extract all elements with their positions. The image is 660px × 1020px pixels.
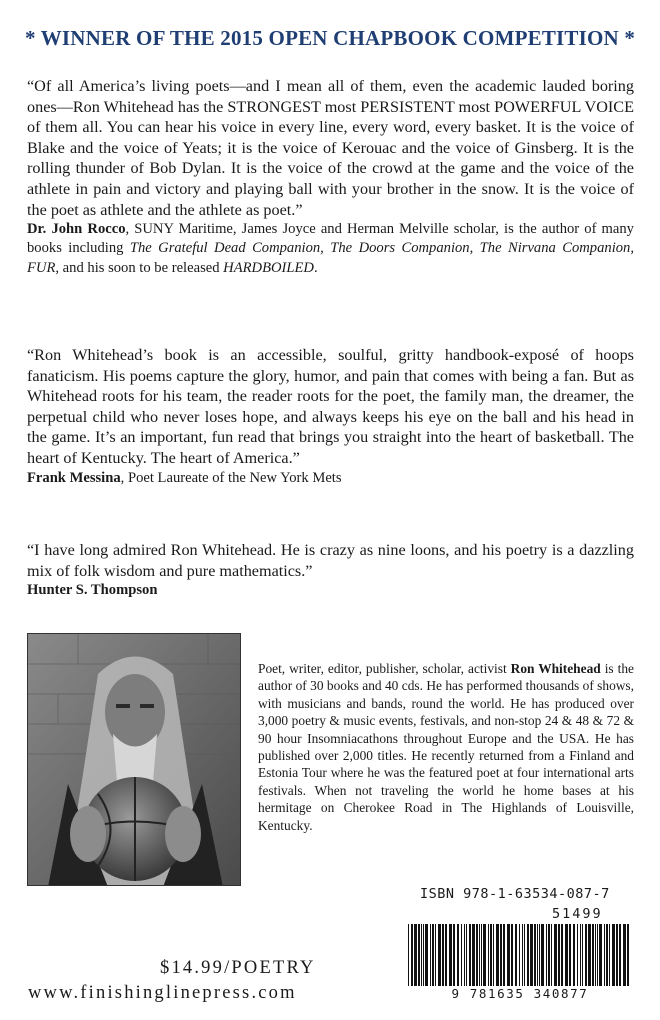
author-photo-icon [27, 633, 241, 886]
barcode-bar [511, 924, 513, 988]
barcode-bar [551, 924, 552, 988]
barcode-bar [453, 924, 455, 988]
credit-text: , Poet Laureate of the New York Mets [120, 469, 342, 486]
barcode-bars [408, 924, 632, 988]
barcode-bar [569, 924, 571, 988]
barcode-bar [565, 924, 568, 988]
quote-text: “Of all America’s living poets—and I mean all of them, even the academic lauded boring ones—Ron Whitehead has the STRONGEST most PERSISTENT most POWERFUL VOICE of them all. You can hear his voice in every line, every word, every basket. It is the voice of Blake and the voice of Yeats; it is the voice of Kerouac and the voice of Ginsberg. It is the rolling thunder of Bob Dylan. It is the voice of the crowd at the game and the voice of the athlete in pain and victory and playing ball with your brother in the snow. It is the voice of the poet as athlete and the athlete as poet.” [27, 77, 634, 219]
barcode-bar [408, 924, 409, 988]
barcode-bar [519, 924, 520, 988]
credit-text: , SUNY Maritime, James Joyce and Herman Melville scholar, is the author of many books including [27, 221, 634, 257]
barcode-bar [522, 924, 523, 988]
barcode-bar [609, 924, 610, 988]
barcode-bar [612, 924, 615, 988]
barcode-bar [500, 924, 502, 988]
barcode-bar [461, 924, 462, 988]
barcode-bar [515, 924, 517, 988]
barcode-bar [561, 924, 563, 988]
quote-author: Frank Messina [27, 469, 121, 486]
barcode-bar [585, 924, 587, 988]
barcode-bar [421, 924, 422, 988]
bio-author-name: Ron Whitehead [510, 661, 601, 676]
price-code: 51499 [552, 906, 603, 922]
barcode-bar [577, 924, 578, 988]
blurb-quote-3 [27, 540, 634, 600]
barcode-bar [418, 924, 420, 988]
publisher-website: www.finishinglinepress.com [28, 983, 297, 1003]
barcode-bar [588, 924, 591, 988]
barcode-bar [496, 924, 499, 988]
barcode-bar [599, 924, 602, 988]
barcode-bar [595, 924, 596, 988]
quote-text: “Ron Whitehead’s book is an accessible, soulful, gritty handbook-exposé of hoops fanaticism. His poems capture the glory, humor, and pain that comes with being a fan. But as Whitehead roots for his team, the reader roots for the poet, the family man, the dreamer, the perpetual child who never loses hope, and always keeps his eye on the ball and his head in the game. It’s an important, fun read that brings you straight into the heart of basketball. The heart of Kentucky. The heart of America.” [27, 346, 634, 467]
barcode-bar [527, 924, 529, 988]
barcode-bar [541, 924, 544, 988]
credit-text: . [313, 259, 318, 276]
barcode-bar [414, 924, 417, 988]
book-titles: The Grateful Dead Companion, The Doors Companion, The Nirvana Companion, FUR, [27, 240, 634, 276]
barcode-bar [539, 924, 540, 988]
barcode-bar [464, 924, 465, 988]
barcode-bar [488, 924, 489, 988]
barcode-bar [438, 924, 441, 988]
barcode-bar [530, 924, 533, 988]
author-bio [258, 660, 634, 834]
barcode-bar [466, 924, 467, 988]
barcode-bar [592, 924, 594, 988]
barcode-bar [623, 924, 626, 988]
barcode-bar [435, 924, 436, 988]
barcode-bar [582, 924, 583, 988]
barcode-bar [432, 924, 434, 988]
barcode-bar [627, 924, 629, 988]
quote-attribution [27, 220, 634, 278]
barcode [402, 880, 634, 1008]
credit-text: and his soon to be released [59, 259, 224, 276]
barcode-bar [423, 924, 424, 988]
headline: * WINNER OF THE 2015 OPEN CHAPBOOK COMPETITION * [24, 26, 636, 50]
barcode-bar [503, 924, 505, 988]
barcode-bar [534, 924, 536, 988]
barcode-bar [469, 924, 471, 988]
barcode-bar [476, 924, 478, 988]
isbn-label: ISBN 978-1-63534-087-7 [420, 886, 610, 902]
blurb-quote-2 [27, 345, 634, 488]
barcode-bar [554, 924, 557, 988]
barcode-bar [573, 924, 575, 988]
barcode-bar [537, 924, 538, 988]
barcode-bar [597, 924, 598, 988]
barcode-bar [425, 924, 428, 988]
barcode-bar [411, 924, 413, 988]
quote-author: Hunter S. Thompson [27, 582, 158, 599]
bio-text: is the author of 30 books and 40 cds. He has performed thousands of shows, with musicians and bands, round the world. He has produced over 3,000 poetry & music events, festivals, and non-stop 24 & 48 & 72 & 90 hour Insomniacathons throughout Europe and the USA. He has published over 2,000 titles. He recently returned from a Finland and Estonia Tour where he was the featured poet at four international arts festivals. When not traveling the world he home bases at his hermitage on Cherokee Road in The Highlands of Louisville, Kentucky. [258, 661, 634, 833]
author-photo-illustration [28, 634, 241, 886]
barcode-bar [616, 924, 618, 988]
quote-attribution [27, 469, 634, 488]
blurb-quote-1 [27, 76, 634, 278]
bio-intro: Poet, writer, editor, publisher, scholar, activist [258, 661, 511, 676]
barcode-bar [493, 924, 494, 988]
barcode-bar [524, 924, 525, 988]
barcode-bar [449, 924, 452, 988]
barcode-bar [619, 924, 621, 988]
quote-attribution [27, 581, 634, 600]
barcode-bar [472, 924, 475, 988]
barcode-bar [445, 924, 447, 988]
barcode-bar [546, 924, 547, 988]
barcode-bar [442, 924, 444, 988]
barcode-bar [606, 924, 608, 988]
barcode-bar [558, 924, 560, 988]
barcode-bar [580, 924, 581, 988]
barcode-bar [430, 924, 431, 988]
barcode-number: 9 781635 340877 [408, 986, 632, 1001]
barcode-bar [490, 924, 492, 988]
barcode-bar [481, 924, 482, 988]
barcode-bar [548, 924, 550, 988]
barcode-bar [457, 924, 459, 988]
barcode-bar [507, 924, 510, 988]
quote-text: “I have long admired Ron Whitehead. He is crazy as nine loons, and his poetry is a dazzling mix of folk wisdom and pure mathematics.” [27, 541, 634, 580]
barcode-bar [604, 924, 605, 988]
price: $14.99/POETRY [160, 958, 316, 978]
quote-author: Dr. John Rocco [27, 221, 126, 238]
barcode-bar [479, 924, 480, 988]
book-title: HARDBOILED [223, 259, 314, 276]
barcode-bar [483, 924, 486, 988]
